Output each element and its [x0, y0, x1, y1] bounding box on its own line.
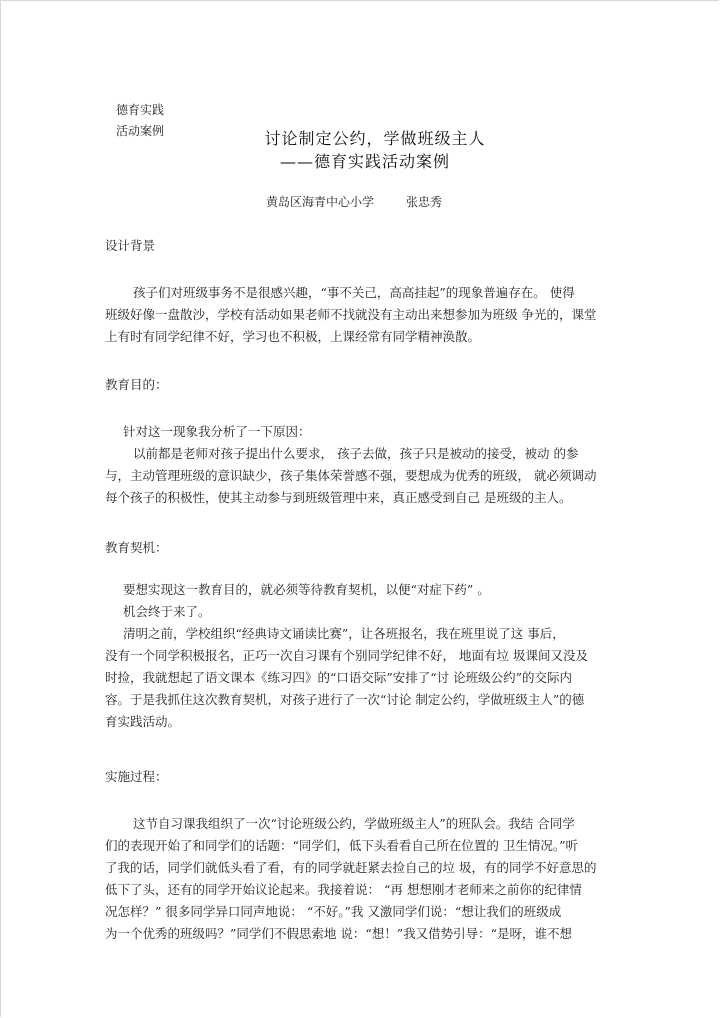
text-line: 们的表现开始了和同学们的话题：“同学们，低下头看看自己所在位置的 卫生情况。”听	[105, 838, 579, 853]
author-name: 张忠秀	[406, 195, 443, 209]
side-label-line: 德育实践	[116, 103, 165, 117]
text-line: 低下了头，还有的同学开始议论起来。我接着说： “再 想想刚才老师来之前你的纪律情	[105, 882, 582, 897]
text-line: 容。于是我抓住这次教育契机，对孩子进行了一次“讨论 制定公约，学做班级主人”的德	[105, 692, 585, 707]
text-line: 没有一个同学积极报名，正巧一次自习课有个别同学纪律不好， 地面有垃 圾课间又没及	[105, 648, 588, 663]
text-line: 针对这一现象我分析了一下原因：	[123, 424, 311, 439]
text-line: 与，主动管理班级的意识缺少，孩子集体荣誉感不强，要想成为优秀的班级， 就必须调动	[105, 468, 597, 483]
text-line: 了我的话，同学们就低头看了看，有的同学就赶紧去捡自己的垃 圾，有的同学不好意思的	[105, 860, 597, 875]
document-subtitle: ——德育实践活动案例	[279, 152, 450, 171]
section-heading-opportunity: 教育契机：	[105, 540, 168, 555]
paragraph-purpose	[105, 421, 605, 509]
section-heading-purpose: 教育目的：	[105, 377, 168, 392]
school-name: 黄岛区海青中心小学	[266, 195, 375, 209]
section-heading-process: 实施过程：	[105, 769, 168, 784]
text-line: 况怎样？” 很多同学异口同声地说： “不好。”我 又激同学们说：“想让我们的班级成	[105, 904, 562, 919]
text-line: 孩子们对班级事务不是很感兴趣，“事不关己，高高挂起”的现象普遍存在。 使得	[133, 285, 575, 300]
document-title: 讨论制定公约，学做班级主人	[264, 129, 486, 148]
paragraph-background	[105, 282, 605, 348]
author-line	[266, 193, 442, 210]
text-line: 机会终于来了。	[123, 604, 211, 619]
paragraph-process	[105, 813, 605, 945]
text-line: 以前都是老师对孩子提出什么要求， 孩子去做，孩子只是被动的接受，被动 的参	[133, 446, 579, 461]
text-line: 每个孩子的积极性，使其主动参与到班级管理中来，真正感受到自己 是班级的主人。	[105, 490, 572, 505]
text-line: 上有时有同学纪律不好，学习也不积极，上课经常有同学精神涣散。	[105, 329, 481, 344]
text-line: 这节自习课我组织了一次“讨论班级公约，学做班级主人”的班队会。我结 合同学	[133, 816, 575, 831]
text-line: 为一个优秀的班级吗？”同学们不假思索地 说：“想！”我又借势引导：“是呀，谁不想	[105, 926, 573, 941]
text-line: 时捡，我就想起了语文课本《练习四》的“口语交际”安排了“讨 论班级公约”的交际内	[105, 670, 573, 685]
text-line: 要想实现这一教育目的，就必须等待教育契机，以便“对症下药” 。	[123, 582, 490, 597]
text-line: 清明之前，学校组织“经典诗文诵读比赛”，让各班报名，我在班里说了这 事后，	[123, 626, 565, 641]
text-line: 班级好像一盘散沙，学校有活动如果老师不找就没有主动出来想参加为班级 争光的，课堂	[105, 307, 597, 322]
text-line: 育实践活动。	[105, 714, 181, 729]
side-label-line: 活动案例	[116, 124, 165, 138]
section-heading-background: 设计背景	[105, 238, 156, 253]
paragraph-opportunity	[105, 579, 605, 733]
